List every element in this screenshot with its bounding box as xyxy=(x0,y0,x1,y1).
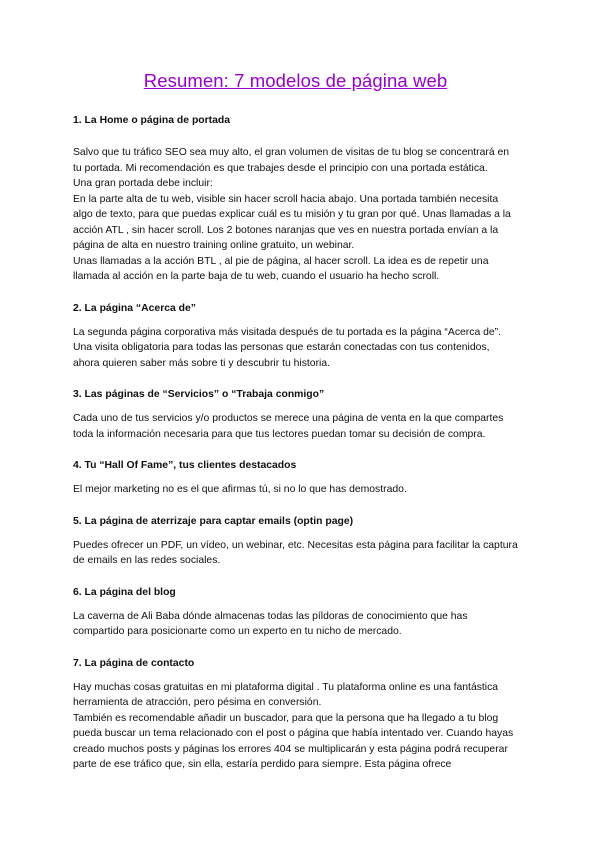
paragraph: Puedes ofrecer un PDF, un vídeo, un webinar, etc. Necesitas esta página para facilitar la captura de emails en las redes sociales. xyxy=(73,539,518,566)
section-body xyxy=(73,482,518,498)
section-body xyxy=(73,680,518,773)
section-body xyxy=(73,609,518,640)
section-heading: 4. Tu “Hall Of Fame”, tus clientes destacados xyxy=(73,460,297,471)
section-contact xyxy=(73,657,518,773)
section-body xyxy=(73,325,518,372)
section-blog xyxy=(73,586,518,640)
paragraph: Salvo que tu tráfico SEO sea muy alto, el gran volumen de visitas de tu blog se concentrará en tu portada. Mi recomendación es que trabajes desde el principio con una portada estática. xyxy=(73,147,510,174)
section-heading: 1. La Home o página de portada xyxy=(73,115,231,126)
section-optin-page xyxy=(73,515,518,569)
section-heading: 6. La página del blog xyxy=(73,586,176,598)
section-body xyxy=(73,145,518,285)
section-home xyxy=(73,114,518,285)
paragraph: En la parte alta de tu web, visible sin hacer scroll hacia abajo. Una portada también necesita algo de texto, para que puedas explicar cuál es tu misión y tu gran por qué. Unas llamadas a la acción ATL , sin hacer scroll. Los 2 botones naranjas que ves en nuestra portada envían a la página de alta en nuestro training online gratuito, un webinar. xyxy=(73,193,511,251)
paragraph: Cada uno de tus servicios y/o productos se merece una página de venta en la que compartes toda la información necesaria para que tus lectores puedan tomar su decisión de compra. xyxy=(73,413,504,440)
section-heading: 7. La página de contacto xyxy=(73,657,195,669)
section-hall-of-fame xyxy=(73,459,518,498)
paragraph: La caverna de Ali Baba dónde almacenas todas las píldoras de conocimiento que has compartido para posicionarte como un experto en tu nicho de mercado. xyxy=(73,610,468,637)
section-heading: 5. La página de aterrizaje para captar emails (optin page) xyxy=(73,515,354,527)
paragraph: La segunda página corporativa más visitada después de tu portada es la página “Acerca de”. Una visita obligatoria para todas las personas que estarán conectadas con tus contenidos, ahora quieren saber más sobre ti y descubrir tu historia. xyxy=(73,326,502,369)
paragraph: Unas llamadas a la acción BTL , al pie de página, al hacer scroll. La idea es de repetir una llamada al acción en la parte baja de tu web, cuando el usuario ha hecho scroll. xyxy=(73,255,489,282)
paragraph: También es recomendable añadir un buscador, para que la persona que ha llegado a tu blog pueda buscar un tema relacionado con el post o página que había intentado ver. Cuando hayas creado muchos posts y páginas los errores 404 se multiplicarán y esta página podrá recuperar parte de ese tráfico que, sin ella, estaría perdido para siempre. Esta página ofrece xyxy=(73,712,514,770)
section-about xyxy=(73,302,518,372)
paragraph: Una gran portada debe incluir: xyxy=(73,178,213,189)
document-title: Resumen: 7 modelos de página web xyxy=(143,70,448,91)
paragraph: Hay muchas cosas gratuitas en mi plataforma digital . Tu plataforma online es una fantástica herramienta de atracción, pero pésima en conversión. xyxy=(73,681,499,708)
section-body xyxy=(73,538,518,569)
section-body xyxy=(73,411,518,442)
paragraph: El mejor marketing no es el que afirmas tú, si no lo que has demostrado. xyxy=(73,484,407,495)
section-heading: 3. Las páginas de “Servicios” o “Trabaja conmigo” xyxy=(73,389,325,400)
section-heading: 2. La página “Acerca de” xyxy=(73,302,197,314)
section-services xyxy=(73,388,518,442)
